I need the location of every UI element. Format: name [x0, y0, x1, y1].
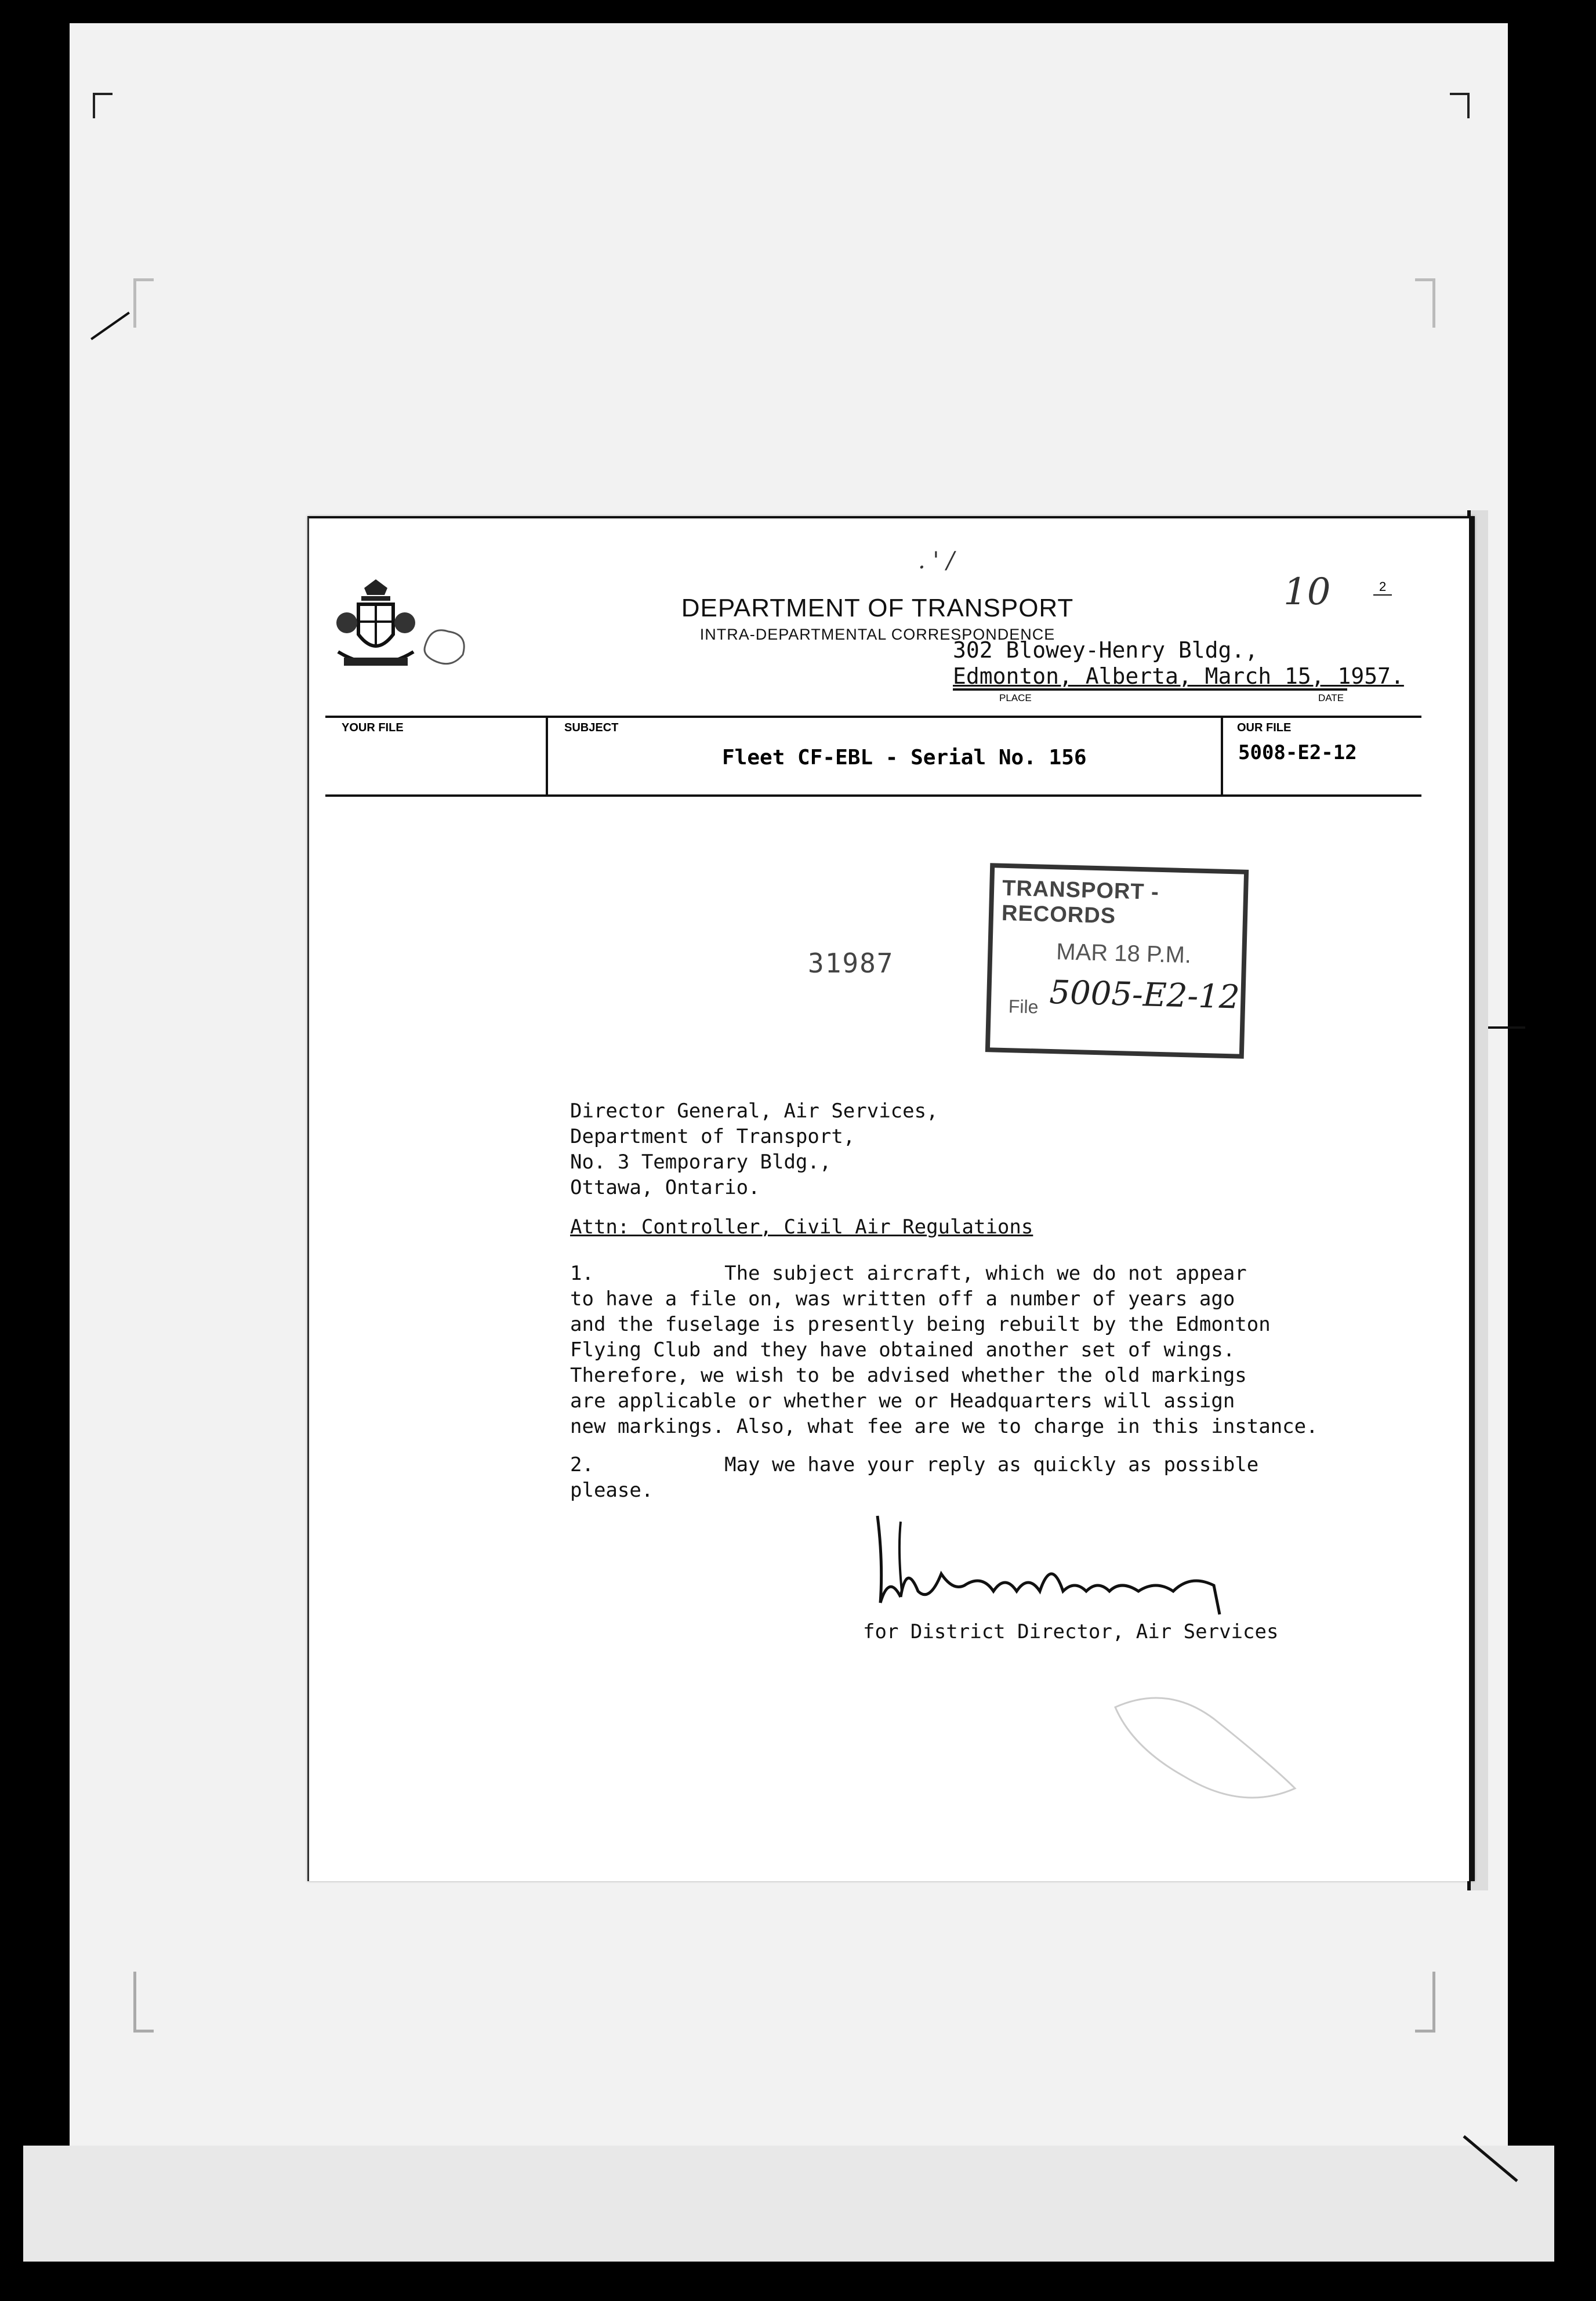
your-file-cell — [325, 718, 546, 794]
department-name: DEPARTMENT OF TRANSPORT — [681, 594, 1074, 622]
our-file-label: OUR FILE — [1237, 721, 1292, 734]
page-number: 2 — [1373, 579, 1392, 596]
paragraph-2 — [570, 1452, 1258, 1503]
text-line: are applicable or whether we or Headquarters will assign — [570, 1389, 1235, 1413]
stamp-file-label: File — [1008, 996, 1039, 1018]
subject-label: SUBJECT — [564, 721, 619, 734]
records-stamp — [985, 863, 1249, 1059]
text-line: Therefore, we wish to be advised whether the old markings — [570, 1364, 1247, 1387]
crop-mark-bottom-left — [133, 1972, 154, 2033]
place-and-date: Edmonton, Alberta, March 15, 1957. — [953, 663, 1404, 689]
addressee-line: Ottawa, Ontario. — [570, 1176, 760, 1199]
subject-value: Fleet CF-EBL - Serial No. 156 — [722, 746, 1087, 770]
addressee-line: Director General, Air Services, — [570, 1099, 938, 1123]
date-label: DATE — [1318, 692, 1344, 703]
reference-table — [325, 716, 1421, 797]
text-line: 1. The subject aircraft, which we do not appear — [570, 1262, 1247, 1285]
place-date-rule — [953, 688, 1347, 691]
our-file-cell — [1221, 718, 1421, 794]
stamp-file-number: 5005-E2-12 — [1049, 973, 1240, 1017]
signature-block: for District Director, Air Services — [863, 1620, 1279, 1643]
text-line: to have a file on, was written off a number of years ago — [570, 1287, 1235, 1311]
crop-mark-inner-top-left — [133, 278, 154, 328]
text-line: please. — [570, 1479, 654, 1502]
place-address: 302 Blowey-Henry Bldg., — [953, 637, 1258, 663]
crop-mark-top-right — [1450, 93, 1470, 118]
faint-pencil-mark — [1098, 1684, 1307, 1812]
text-line: and the fuselage is presently being rebuilt by the Edmonton — [570, 1313, 1271, 1336]
text-line: 2. May we have your reply as quickly as possible — [570, 1453, 1259, 1476]
handwritten-folio: 10 — [1283, 571, 1331, 614]
stain-mark — [419, 623, 471, 669]
crop-mark-top-left — [93, 93, 113, 118]
paragraph-1 — [570, 1261, 1318, 1439]
handwritten-dots: . ' / — [918, 547, 955, 574]
crop-mark-bottom-right — [1415, 1972, 1435, 2033]
handwritten-signature — [866, 1504, 1283, 1620]
attention-line: Attn: Controller, Civil Air Regulations — [570, 1215, 1033, 1239]
coat-of-arms-icon — [332, 576, 419, 681]
your-file-label: YOUR FILE — [342, 721, 404, 734]
text-line: new markings. Also, what fee are we to charge in this instance. — [570, 1415, 1318, 1438]
correspondence-type: INTRA-DEPARTMENTAL CORRESPONDENCE — [699, 626, 1055, 643]
frame-bottom-margin — [23, 2146, 1554, 2262]
subject-cell — [546, 718, 1223, 794]
registry-number: 31987 — [808, 948, 894, 979]
text-line: Flying Club and they have obtained another set of wings. — [570, 1338, 1235, 1362]
our-file-value: 5008-E2-12 — [1238, 741, 1357, 764]
stamp-date: MAR 18 P.M. — [1055, 939, 1192, 968]
addressee-line: No. 3 Temporary Bldg., — [570, 1150, 832, 1174]
stamp-title: TRANSPORT - RECORDS — [1001, 876, 1160, 928]
addressee-block — [570, 1098, 938, 1200]
place-label: PLACE — [999, 692, 1032, 703]
crop-mark-inner-top-right — [1415, 278, 1435, 328]
addressee-line: Department of Transport, — [570, 1125, 855, 1148]
letter-page — [307, 516, 1475, 1881]
